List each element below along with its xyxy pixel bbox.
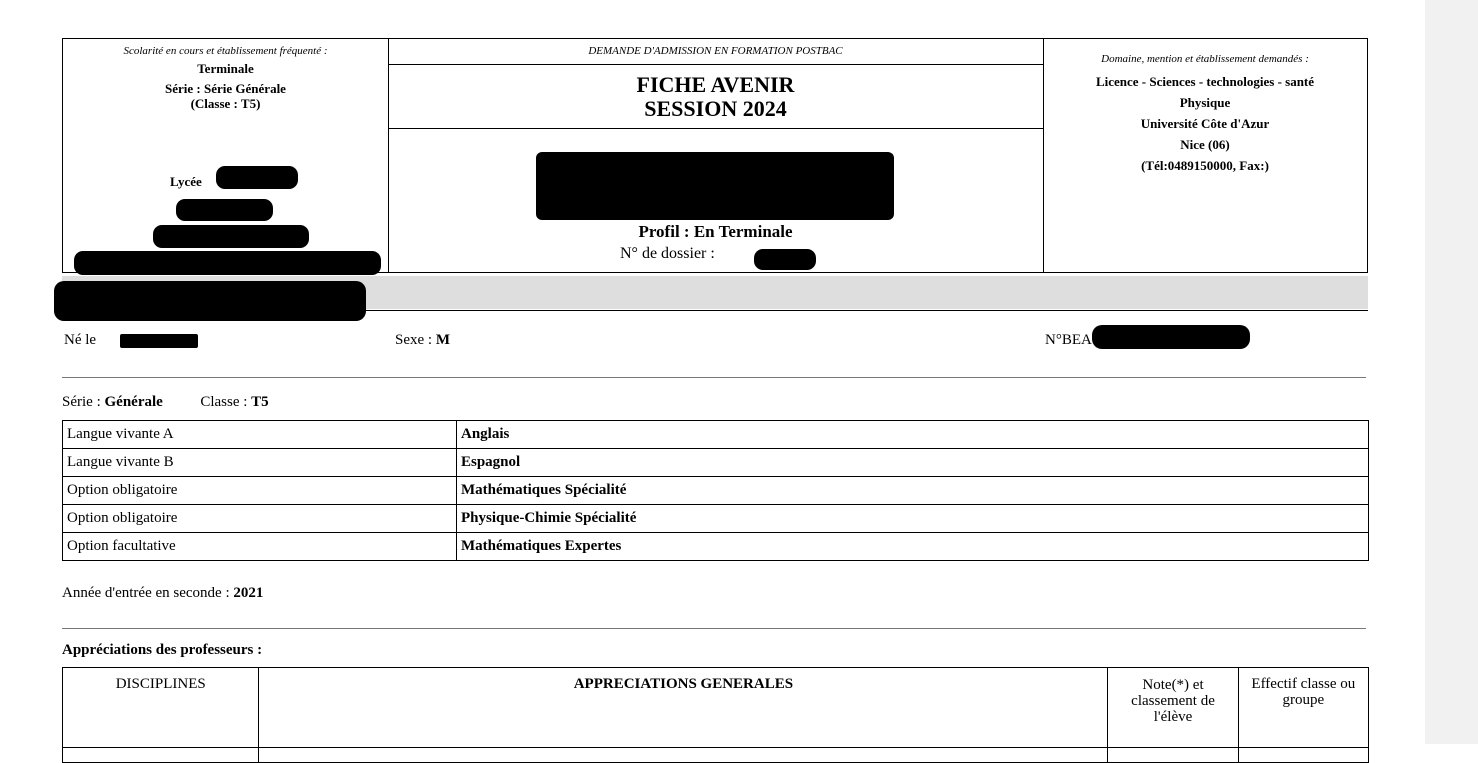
option-value: Espagnol <box>457 449 1369 477</box>
options-table <box>62 420 1369 561</box>
table-cell <box>259 748 1108 763</box>
table-header-row <box>63 668 1369 748</box>
serie-classe-line <box>62 393 269 411</box>
requested-contact: (Tél:0489150000, Fax:) <box>1141 158 1269 173</box>
redaction-school-name <box>216 166 298 189</box>
table-row <box>63 533 1369 561</box>
sex-value: M <box>435 332 450 348</box>
scrollbar-track[interactable] <box>1425 0 1478 744</box>
option-value: Anglais <box>457 421 1369 449</box>
col-note: Note(*) et classement de l'élève <box>1108 668 1238 748</box>
redaction-dossier-number <box>754 249 816 270</box>
school-prefix: Lycée <box>170 174 202 189</box>
requested-caption: Domaine, mention et établissement demandés : <box>1101 53 1309 65</box>
table-row <box>63 421 1369 449</box>
classe-text: (Classe : T5) <box>190 96 261 111</box>
separator-2 <box>62 628 1366 629</box>
redaction-birth-date <box>120 334 198 348</box>
option-label: Langue vivante B <box>63 449 457 477</box>
born-label: Né le <box>64 332 97 348</box>
col-appreciations: APPRECIATIONS GENERALES <box>259 668 1108 748</box>
appreciations-heading: Appréciations des professeurs : <box>62 642 263 658</box>
redaction-student-name <box>54 281 366 321</box>
requested-mention: Physique <box>1179 95 1231 110</box>
redaction-school-line-3 <box>153 225 309 248</box>
entry-year-label: Année d'entrée en seconde : <box>62 585 230 601</box>
serie-value: Générale <box>104 394 163 410</box>
serie-label: Série : <box>62 394 101 410</box>
requested-domain: Licence - Sciences - technologies - santé <box>1095 74 1315 89</box>
identity-rule <box>62 310 1368 311</box>
sex-field <box>395 331 450 349</box>
option-label: Option facultative <box>63 533 457 561</box>
option-label: Langue vivante A <box>63 421 457 449</box>
classe-value: T5 <box>251 394 269 410</box>
entry-year-line <box>62 584 263 602</box>
level-text: Terminale <box>197 61 254 76</box>
option-value: Mathématiques Expertes <box>457 533 1369 561</box>
schooling-caption: Scolarité en cours et établissement fréquenté : <box>123 45 328 57</box>
classe-label: Classe : <box>200 394 248 410</box>
appreciations-table <box>62 667 1369 763</box>
table-row <box>63 477 1369 505</box>
table-cell <box>63 748 259 763</box>
request-caption: DEMANDE D'ADMISSION EN FORMATION POSTBAC <box>388 39 1043 65</box>
redaction-bea <box>1092 325 1250 349</box>
document-title <box>388 65 1043 129</box>
entry-year-value: 2021 <box>233 585 264 601</box>
separator-1 <box>62 377 1366 378</box>
col-effectif: Effectif classe ou groupe <box>1238 668 1368 748</box>
table-row <box>63 748 1369 763</box>
redaction-school-line-2 <box>176 199 273 221</box>
option-value: Mathématiques Spécialité <box>457 477 1369 505</box>
bea-label: N°BEA <box>1045 332 1092 348</box>
requested-university: Université Côte d'Azur <box>1140 116 1270 131</box>
redaction-school-address <box>74 251 381 275</box>
option-label: Option obligatoire <box>63 477 457 505</box>
dossier-label: N° de dossier : <box>620 245 715 262</box>
option-value: Physique-Chimie Spécialité <box>457 505 1369 533</box>
sex-label: Sexe : <box>395 332 433 348</box>
col-disciplines: DISCIPLINES <box>63 668 259 748</box>
profile-text: Profil : En Terminale <box>638 222 793 241</box>
title-line-2: SESSION 2024 <box>644 96 787 121</box>
requested-city: Nice (06) <box>1180 137 1230 152</box>
serie-text: Série : Série Générale <box>165 81 286 96</box>
option-label: Option obligatoire <box>63 505 457 533</box>
header-right-cell <box>1043 39 1367 272</box>
table-row <box>63 449 1369 477</box>
table-cell <box>1108 748 1238 763</box>
title-line-1: FICHE AVENIR <box>636 72 795 97</box>
redaction-student-identity <box>536 152 894 220</box>
table-row <box>63 505 1369 533</box>
table-cell <box>1238 748 1368 763</box>
